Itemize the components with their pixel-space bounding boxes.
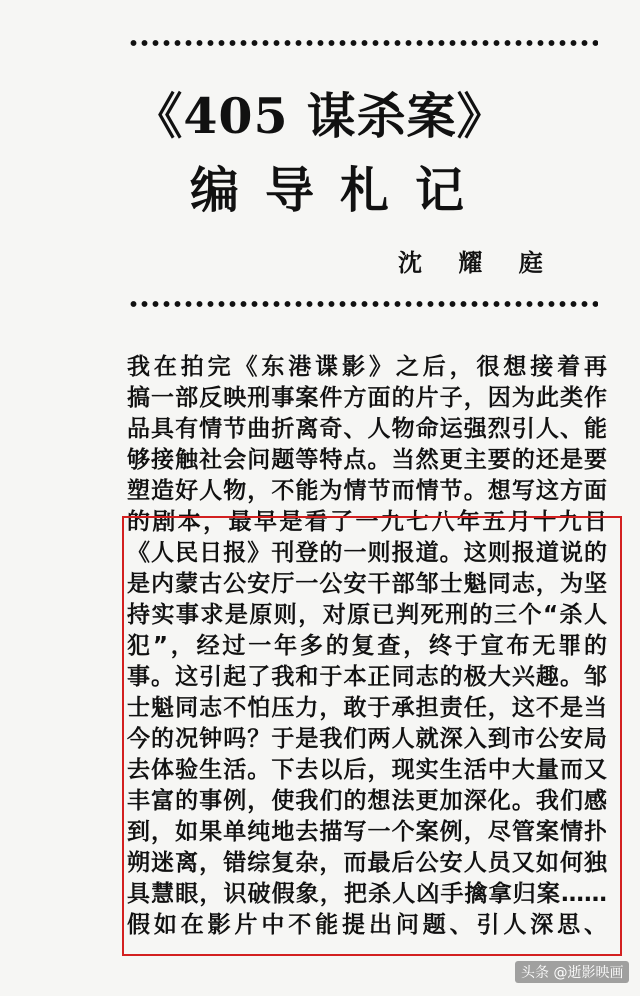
title-line-1: 《405 谋杀案》 xyxy=(133,87,507,145)
body-line: 假如在影片中不能提出问题、引人深思、 xyxy=(127,912,607,938)
body-line: 的剧本，最早是看了一九七八年五月十九日 xyxy=(127,509,607,535)
body-line: 具慧眼，识破假象，把杀人凶手擒拿归案…… xyxy=(127,881,607,907)
title-line-2: 编导札记 xyxy=(189,161,490,219)
red-highlight-box xyxy=(122,516,622,956)
body-line: 是内蒙古公安厅一公安干部邹士魁同志，为坚 xyxy=(127,571,607,597)
body-line: 《人民日报》刊登的一则报道。这则报道说的 xyxy=(127,540,607,566)
ornament-divider-top xyxy=(128,36,598,50)
body-line: 我在拍完《东港谍影》之后，很想接着再 xyxy=(127,354,607,380)
body-line: 犯”，经过一年多的复查，终于宣布无罪的 xyxy=(127,633,607,659)
body-line: 够接触社会问题等特点。当然更主要的还是要 xyxy=(127,447,607,473)
body-line: 搞一部反映刑事案件方面的片子，因为此类作 xyxy=(127,385,607,411)
body-line: 今的况钟吗？于是我们两人就深入到市公安局 xyxy=(127,726,607,752)
body-line: 品具有情节曲折离奇、人物命运强烈引人、能 xyxy=(127,416,607,442)
body-line: 持实事求是原则，对原已判死刑的三个“杀人 xyxy=(127,602,607,628)
body-line: 塑造好人物，不能为情节而情节。想写这方面 xyxy=(127,478,607,504)
body-line: 士魁同志不怕压力，敢于承担责任，这不是当 xyxy=(127,695,607,721)
body-line: 丰富的事例，使我们的想法更加深化。我们感 xyxy=(127,788,607,814)
body-line: 去体验生活。下去以后，现实生活中大量而又 xyxy=(127,757,607,783)
source-watermark: 头条 @逝影映画 xyxy=(515,961,629,983)
author-name: 沈 耀 庭 xyxy=(398,248,557,277)
ornament-divider-bottom xyxy=(128,297,598,311)
body-line: 事。这引起了我和于本正同志的极大兴趣。邹 xyxy=(127,664,607,690)
body-line: 朔迷离，错综复杂，而最后公安人员又如何独 xyxy=(127,850,607,876)
body-line: 到，如果单纯地去描写一个案例，尽管案情扑 xyxy=(127,819,607,845)
